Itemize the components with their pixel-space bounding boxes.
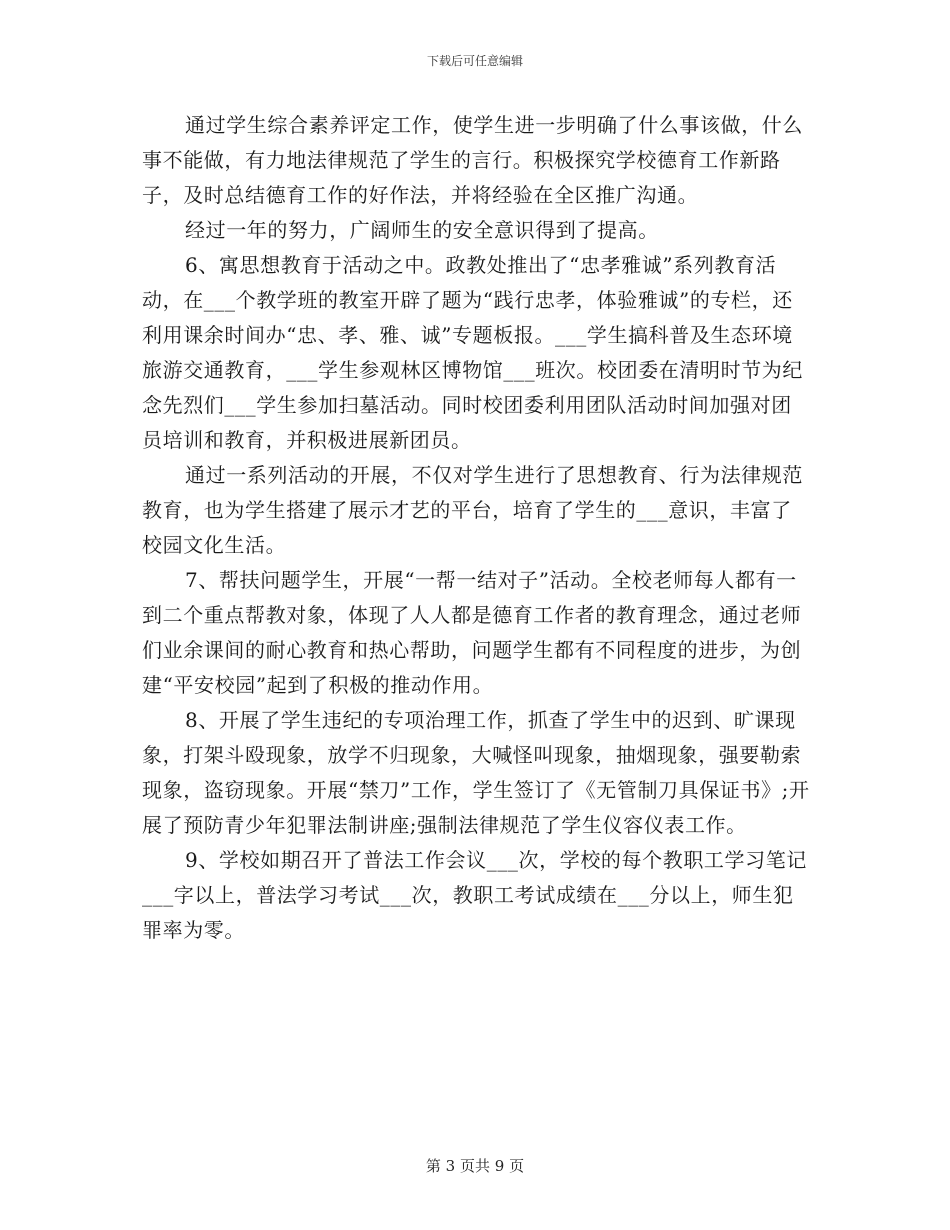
paragraph-2: 经过一年的努力，广阔师生的安全意识得到了提高。 xyxy=(185,218,659,242)
paragraph-4: 通过一系列活动的开展，不仅对学生进行了思想教育、行为法律规范教育，也为学生搭建了展示才艺的平台，培育了学生的___意识，丰富了校园文化生活。 xyxy=(142,463,803,557)
page-footer: 第 3 页共 9 页 xyxy=(425,1157,525,1175)
page-header: 下载后可任意编辑 xyxy=(426,54,523,68)
document-body xyxy=(142,108,812,948)
paragraph-3: 6、寓思想教育于活动之中。政教处推出了“忠孝雅诚”系列教育活动，在___个教学班的教室开辟了题为“践行忠孝，体验雅诚”的专栏，还利用课余时间办“忠、孝、雅、诚”专题板报。___学生搞科普及生态环境旅游交通教育，___学生参观林区博物馆___班次。校团委在清明时节为纪念先烈们___学生参加扫墓活动。同时校团委利用团队活动时间加强对团员培训和教育，并积极进展新团员。 xyxy=(142,253,803,452)
paragraph-1: 通过学生综合素养评定工作，使学生进一步明确了什么事该做，什么事不能做，有力地法律规范了学生的言行。积极探究学校德育工作新路子，及时总结德育工作的好作法，并将经验在全区推广沟通。 xyxy=(142,113,803,207)
paragraph-6: 8、开展了学生违纪的专项治理工作，抓查了学生中的迟到、旷课现象，打架斗殴现象，放学不归现象，大喊怪叫现象，抽烟现象，强要勒索现象，盗窃现象。开展“禁刀”工作，学生签订了《无管制刀具保证书》;开展了预防青少年犯罪法制讲座;强制法律规范了学生仪容仪表工作。 xyxy=(142,708,810,837)
paragraph-7: 9、学校如期召开了普法工作会议___次，学校的每个教职工学习笔记___字以上，普法学习考试___次，教职工考试成绩在___分以上，师生犯罪率为零。 xyxy=(142,848,807,942)
paragraph-5: 7、帮扶问题学生，开展“一帮一结对子”活动。全校老师每人都有一到二个重点帮教对象，体现了人人都是德育工作者的教育理念，通过老师们业余课间的耐心教育和热心帮助，问题学生都有不同程度的进步，为创建“平安校园”起到了积极的推动作用。 xyxy=(142,568,802,697)
